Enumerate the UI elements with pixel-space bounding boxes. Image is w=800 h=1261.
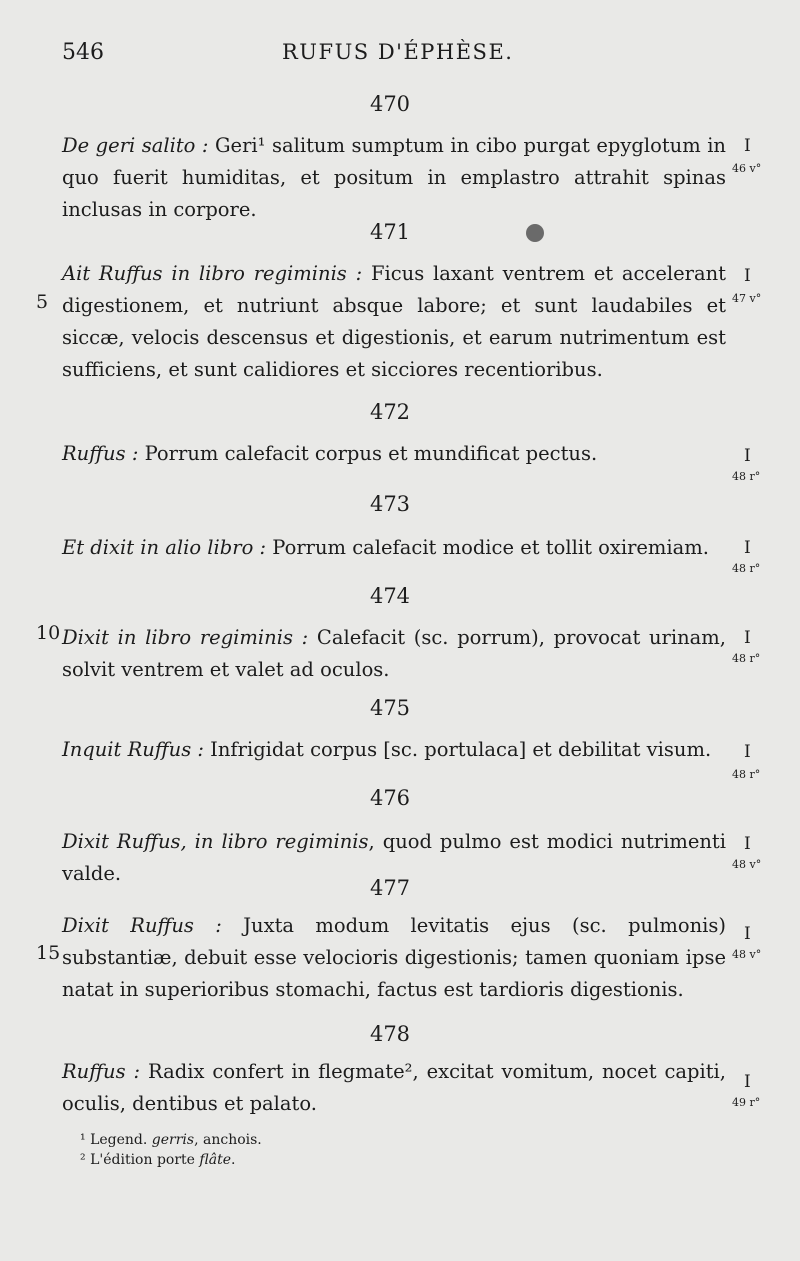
entry-number: 473 [369,492,411,516]
entry-body: Juxta modum levitatis ejus (sc. pulmonis) substantiæ, debuit esse velocioris digestionis; tamen quoniam ipse natat in superioribus stomachi, factus est tardioris digestionis. [62,914,726,1001]
entry-label: Ruffus : [62,1060,141,1083]
entry-number: 471 [369,220,411,244]
footnote-text: Legend. [90,1132,152,1148]
margin-siglum: I [744,538,751,558]
entry-number: 474 [369,584,411,608]
margin-folio: 47 v° [732,292,762,305]
entry-text [62,130,726,226]
line-number: 15 [36,942,61,964]
entry-body: Porrum calefacit corpus et mundificat pectus. [138,442,598,465]
entry-number: 476 [369,786,411,810]
entry-number: 472 [369,400,411,424]
entry-label: Inquit Ruffus : [62,738,204,761]
margin-folio: 48 r° [732,768,761,781]
entry-label: Ruffus : [62,442,139,465]
margin-siglum: I [744,446,751,466]
margin-folio: 46 v° [732,162,762,175]
entry-body: Ficus laxant ventrem et accelerant digestionem, et nutriunt absque labore; et sunt laudabiles et siccæ, velocis descensus et digestionis, et earum nutrimentum est sufficiens, et sunt calidiores et sicciores recentioribus. [62,262,727,381]
line-number: 10 [36,622,61,644]
entry-label: De geri salito : [62,134,209,157]
page-number: 546 [62,40,104,65]
margin-folio: 49 r° [732,1096,761,1109]
footnote-italic: gerris [151,1132,195,1148]
footnote-1 [80,1130,262,1150]
entry-body: Infrigidat corpus [sc. portulaca] et debilitat visum. [203,738,712,761]
footnote-mark: ¹ [80,1132,86,1148]
entry-text [62,622,726,686]
entry-text [62,532,726,564]
margin-siglum: I [744,742,751,762]
entry-label: Dixit Ruffus : [62,914,222,937]
entry-body: Geri¹ salitum sumptum in cibo purgat epyglotum in quo fuerit humiditas, et positum in emplastro attrahit spinas inclusas in corpore. [62,134,726,221]
margin-folio: 48 r° [732,470,761,483]
margin-siglum: I [744,628,751,648]
entry-number: 477 [369,876,411,900]
entry-body: Calefacit (sc. porrum), provocat urinam, solvit ventrem et valet ad oculos. [62,626,726,681]
footnote-2 [80,1150,262,1170]
entry-text [62,1056,726,1120]
margin-siglum: I [744,834,751,854]
footnote-text: , anchois. [194,1132,262,1148]
margin-folio: 48 v° [732,858,762,871]
entry-label: Dixit in libro regiminis : [62,626,309,649]
entry-body: Porrum calefacit modice et tollit oxiremiam. [266,536,709,559]
running-title: RUFUS D'ÉPHÈSE. [282,40,514,64]
entry-label: Ait Ruffus in libro regiminis : [62,262,363,285]
footnote-text: L'édition porte [90,1152,200,1168]
entry-body: Radix confert in flegmate², excitat vomitum, nocet capiti, oculis, dentibus et palato. [62,1060,726,1115]
margin-folio: 48 v° [732,948,762,961]
entry-label: Dixit Ruffus, in libro regiminis [62,830,369,853]
entry-body: , quod pulmo est modici nutrimenti valde. [62,830,726,885]
entry-text [62,258,726,386]
margin-siglum: I [744,266,751,286]
page-header [0,36,800,66]
entry-number: 470 [369,92,411,116]
margin-siglum: I [744,136,751,156]
footnote-text: . [231,1152,236,1168]
entry-text [62,910,726,1006]
entry-number: 475 [369,696,411,720]
line-number: 5 [36,291,49,313]
entry-text [62,438,726,470]
entry-number: 478 [369,1022,411,1046]
margin-siglum: I [744,924,751,944]
entry-text [62,734,726,766]
margin-folio: 48 r° [732,562,761,575]
entry-label: Et dixit in alio libro : [62,536,267,559]
footnotes [80,1130,262,1170]
footnote-italic: flâte [199,1152,232,1168]
footnote-mark: ² [80,1152,86,1168]
margin-siglum: I [744,1072,751,1092]
margin-folio: 48 r° [732,652,761,665]
